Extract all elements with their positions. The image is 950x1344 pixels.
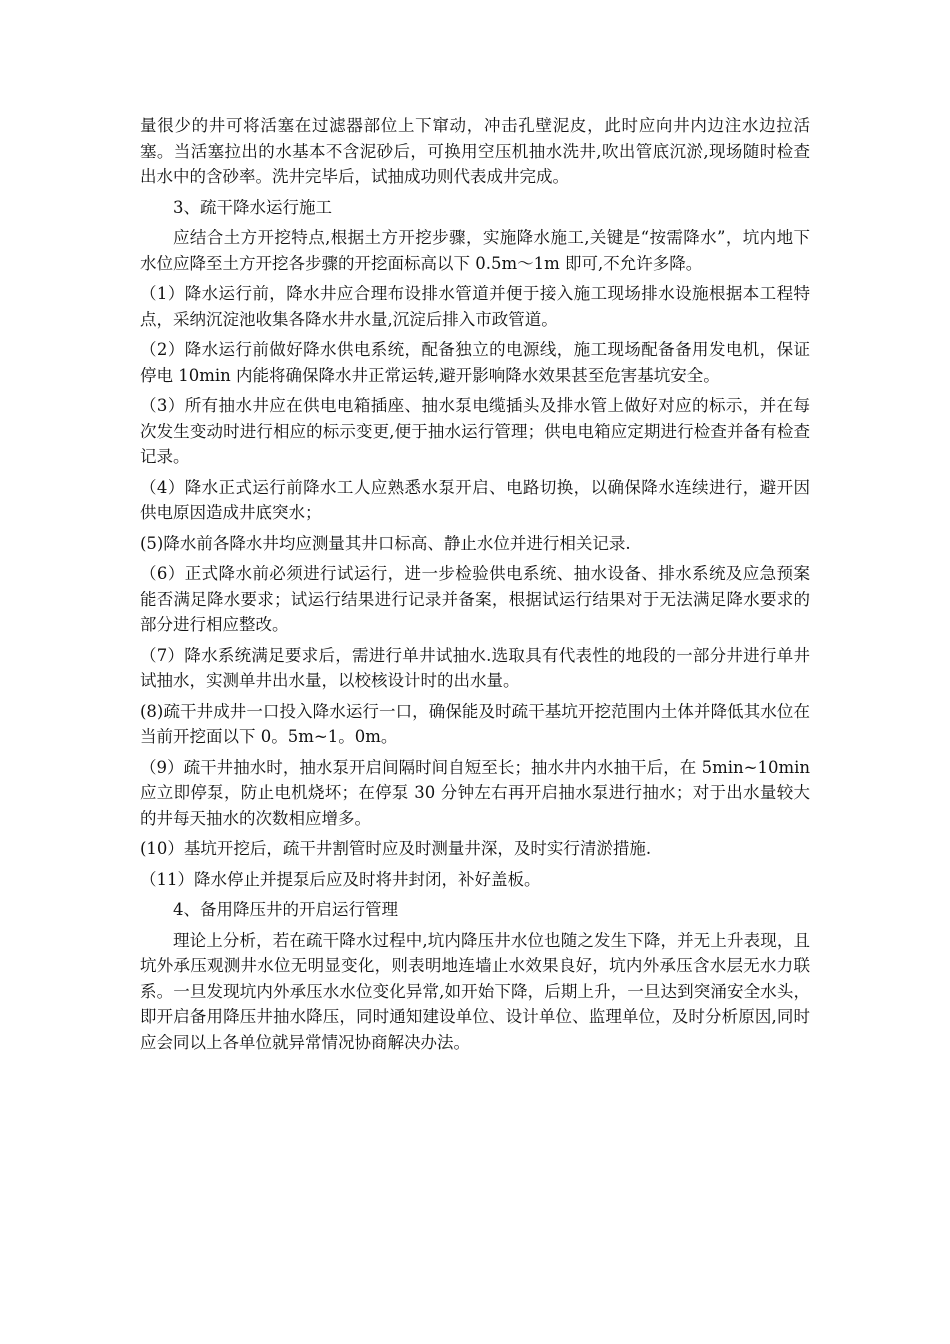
list-item-3: （3）所有抽水井应在供电电箱插座、抽水泵电缆插头及排水管上做好对应的标示，并在每次发生变动时进行相应的标示变更,便于抽水运行管理；供电电箱应定期进行检查并备有检查记录。 <box>140 396 810 466</box>
list-item-4: （4）降水正式运行前降水工人应熟悉水泵开启、电路切换，以确保降水连续进行，避开因供电原因造成井底突水； <box>140 477 810 522</box>
list-item-8: (8)疏干井成井一口投入降水运行一口，确保能及时疏干基坑开挖范围内土体并降低其水位在当前开挖面以下 0。5m~1。0m。 <box>140 701 810 746</box>
list-item-5: (5)降水前各降水井均应测量其井口标高、静止水位并进行相关记录. <box>140 533 631 553</box>
paragraph-continued: 量很少的井可将活塞在过滤器部位上下窜动，冲击孔壁泥皮，此时应向井内边注水边拉活塞。当活塞拉出的水基本不含泥砂后，可换用空压机抽水洗井,吹出管底沉淤,现场随时检查出水中的含砂率。洗井完毕后，试抽成功则代表成井完成。 <box>140 116 810 186</box>
list-item-1: （1）降水运行前，降水井应合理布设排水管道并便于接入施工现场排水设施根据本工程特点，采纳沉淀池收集各降水井水量,沉淀后排入市政管道。 <box>140 284 810 329</box>
list-item-9: （9）疏干井抽水时，抽水泵开启间隔时间自短至长；抽水井内水抽干后，在 5min~10min 应立即停泵，防止电机烧坏；在停泵 30 分钟左右再开启抽水泵进行抽水；对于出水量较大的井每天抽水的次数相应增多。 <box>140 757 810 828</box>
document-page <box>140 113 810 1060</box>
list-item-2: （2）降水运行前做好降水供电系统，配备独立的电源线，施工现场配备备用发电机，保证停电 10min 内能将确保降水井正常运转,避开影响降水效果甚至危害基坑安全。 <box>140 340 810 385</box>
section-heading-3: 3、疏干降水运行施工 <box>173 197 332 217</box>
list-item-7: （7）降水系统满足要求后，需进行单井试抽水.选取具有代表性的地段的一部分井进行单井试抽水，实测单井出水量，以校核设计时的出水量。 <box>140 645 810 690</box>
list-item-6: （6）正式降水前必须进行试运行，进一步检验供电系统、抽水设备、排水系统及应急预案能否满足降水要求；试运行结果进行记录并备案，根据试运行结果对于无法满足降水要求的部分进行相应整改。 <box>140 564 810 634</box>
list-item-10: (10）基坑开挖后，疏干井割管时应及时测量井深，及时实行清淤措施. <box>140 839 652 858</box>
paragraph-section-4: 理论上分析，若在疏干降水过程中,坑内降压井水位也随之发生下降，并无上升表现，且坑外承压观测井水位无明显变化，则表明地连墙止水效果良好，坑内外承压含水层无水力联系。一旦发现坑内外承压水水位变化异常,如开始下降，后期上升，一旦达到突涌安全水头，即开启备用降压井抽水降压，同时通知建设单位、设计单位、监理单位，及时分析原因,同时应会同以上各单位就异常情况协商解决办法。 <box>140 930 810 1052</box>
paragraph-section-3-intro: 应结合土方开挖特点,根据土方开挖步骤，实施降水施工,关键是“按需降水”，坑内地下水位应降至土方开挖各步骤的开挖面标高以下 0.5m～1m 即可,不允许多降。 <box>140 228 810 273</box>
section-heading-4: 4、备用降压井的开启运行管理 <box>173 900 398 919</box>
list-item-11: （11）降水停止并提泵后应及时将井封闭，补好盖板。 <box>140 869 541 889</box>
